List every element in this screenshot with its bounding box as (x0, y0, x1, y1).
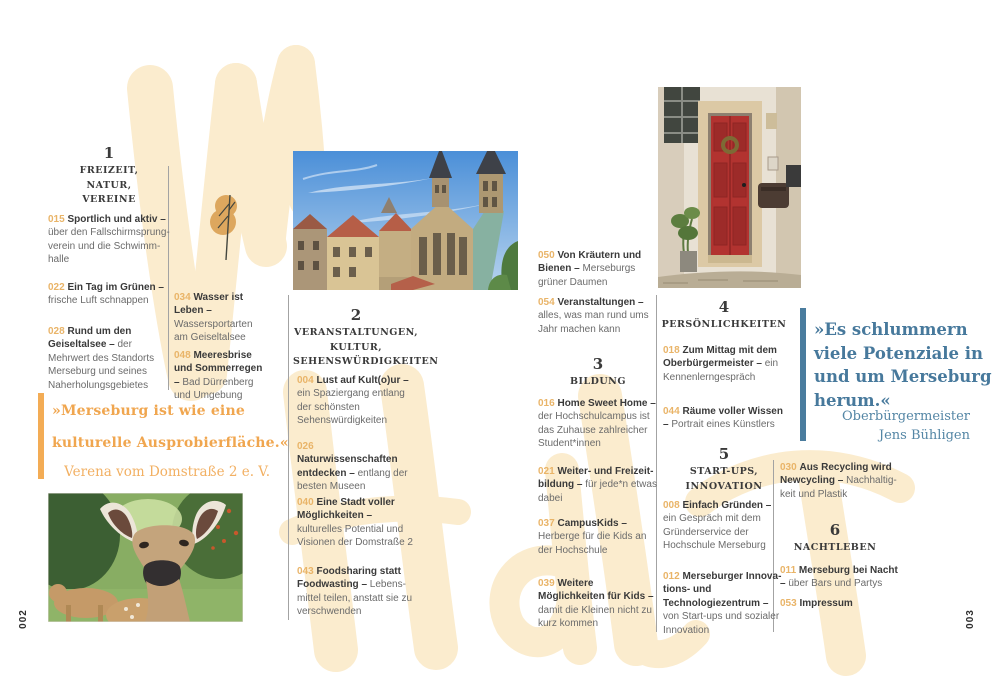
entry-title: Räume voller Wissen – (663, 406, 783, 431)
toc-entry-021 (538, 465, 658, 505)
toc-entry-004 (297, 374, 415, 428)
toc-entry-018 (663, 344, 787, 384)
quote-text-line: kulturelle Ausprobierfläche.« (52, 435, 289, 451)
section-4-header: 4 PERSÖNLICHKEITEN (661, 298, 787, 330)
entry-title: Weitere Möglichkeiten für Kids – (538, 578, 654, 603)
entry-number: 004 (297, 375, 314, 386)
entry-number: 018 (663, 345, 680, 356)
section-number: 2 (350, 306, 362, 324)
entry-number: 034 (174, 292, 191, 303)
entry-desc: der Hochschulcampus ist das Zuhause zahlreicher Student*innen (538, 411, 650, 450)
entry-number: 011 (780, 565, 797, 576)
entry-number: 008 (663, 500, 680, 511)
entry-number: 016 (538, 398, 555, 409)
entry-desc: über Bars und Partys (788, 578, 883, 590)
entry-desc: ein Gespräch mit dem Gründerservice der Hochschule Merseburg (663, 513, 766, 552)
entry-desc: Nachhaltigkeit und Plastik (780, 475, 897, 500)
entry-title: Naturwissenschaften entdecken – (297, 454, 398, 479)
toc-entry-037 (538, 517, 658, 557)
toc-entry-022 (48, 281, 170, 308)
section-1-header: 1 FREIZEIT, NATUR, VEREINE (48, 145, 170, 208)
entry-desc: der Mehrwert des Standorts Merseburg und seines Naherholungsgebietes (48, 339, 155, 391)
toc-entry-053 (780, 597, 902, 610)
section-number: 4 (718, 298, 730, 316)
entry-title: Aus Recycling wird Newcycling – (780, 462, 892, 487)
column-divider (288, 295, 289, 620)
entry-number: 028 (48, 326, 65, 337)
toc-entry-016 (538, 397, 658, 451)
page-number-left: 002 (18, 609, 29, 629)
toc-entry-050 (538, 249, 658, 289)
entry-title: Meeresbrise und Sommerregen – (174, 350, 263, 388)
toc-entry-048 (174, 349, 268, 403)
entry-desc: frische Luft schnappen (48, 295, 149, 307)
entry-desc: kulturelles Potential und Visionen der Domstraße 2 (297, 523, 413, 549)
entry-number: 015 (48, 214, 65, 225)
entry-number: 026 (297, 441, 314, 452)
entry-desc: Bad Dürrenberg und Umgebung (174, 376, 254, 402)
toc-entry-054 (538, 296, 658, 336)
entry-number: 039 (538, 578, 555, 589)
entry-desc: ein Spaziergang entlang der schönsten Sehenswürdigkeiten (297, 388, 405, 427)
toc-entry-015 (48, 213, 170, 267)
entry-title: Merseburg bei Nacht – (780, 565, 898, 590)
toc-entry-034 (174, 291, 268, 345)
entry-number: 030 (780, 462, 797, 473)
entry-number: 048 (174, 350, 191, 361)
entry-number: 044 (663, 406, 680, 417)
entry-desc: über den Fallschirmsprungverein und die Schwimmhalle (48, 227, 170, 266)
entry-desc: alles, was man rund ums Jahr machen kann (538, 310, 649, 335)
page-number-right: 003 (965, 609, 976, 629)
toc-entry-044 (663, 405, 787, 432)
section-2-header: 2 VERANSTALTUNGEN, KULTUR, SEHENSWÜRDIGKEITEN (293, 306, 439, 367)
entry-title: Wasser ist Leben – (174, 292, 244, 317)
quote-attribution: Verena vom Domstraße 2 e. V. (64, 464, 270, 480)
entry-number: 043 (297, 566, 314, 577)
toc-entry-040 (297, 496, 415, 550)
section-6-header: 6 NACHTLEBEN (780, 522, 890, 556)
quote-attribution: Oberbürgermeister Jens Bühligen (841, 409, 970, 443)
entry-desc: Lebensmittel teilen, anstatt sie zu verschwenden (297, 579, 413, 618)
entry-number: 037 (538, 518, 555, 529)
toc-entry-043 (297, 565, 415, 619)
toc-entry-028 (48, 325, 170, 392)
photo-cathedral (293, 151, 518, 290)
entry-title: Zum Mittag mit dem Oberbürgermeister – (663, 345, 777, 370)
entry-title: Ein Tag im Grünen – (67, 282, 164, 293)
photo-deer (48, 493, 243, 622)
entry-desc: Herberge für die Kids an der Hochschule (538, 531, 647, 556)
section-3-header: 3 BILDUNG (538, 356, 658, 390)
entry-title: Merseburger Innovations- und Technologiezentrum – (663, 571, 782, 609)
entry-desc: ein Kennenlerngespräch (663, 358, 779, 383)
entry-desc: für jede*n etwas dabei (538, 479, 657, 504)
entry-title: Sportlich und aktiv – (67, 214, 166, 225)
toc-entry-030 (780, 461, 902, 501)
toc-entry-026 (297, 440, 415, 494)
entry-title: Eine Stadt voller Möglichkeiten – (297, 497, 395, 522)
entry-number: 040 (297, 497, 314, 508)
entry-desc: Merseburgs grüner Daumen (538, 263, 636, 288)
entry-title: Foodsharing statt Foodwasting – (297, 566, 401, 591)
toc-entry-011 (780, 564, 902, 591)
entry-number: 053 (780, 598, 797, 609)
entry-title: Impressum (799, 598, 853, 609)
entry-title: Von Kräutern und Bienen – (538, 250, 642, 275)
toc-entry-008 (663, 499, 787, 553)
section-5-header: 5 START-UPS, INNOVATION (663, 446, 785, 494)
entry-desc: damit die Kleinen nicht zu kurz kommen (538, 604, 652, 630)
entry-desc: Wassersportarten am Geiseltalsee (174, 318, 253, 344)
photo-red-door (658, 87, 801, 288)
section-number: 3 (592, 355, 604, 373)
quote-accent-bar (800, 308, 806, 441)
entry-number: 022 (48, 282, 65, 293)
entry-title: Veranstaltungen – (557, 297, 644, 308)
section-number: 6 (829, 521, 841, 539)
toc-entry-012 (663, 570, 787, 637)
entry-title: Weiter- und Freizeitbildung – (538, 466, 654, 491)
entry-title: Lust auf Kult(o)ur – (316, 375, 409, 386)
entry-desc: Portrait eines Künstlers (671, 419, 775, 431)
section-number: 5 (718, 445, 730, 463)
entry-title: Rund um den Geiseltalsee – (48, 326, 132, 351)
entry-title: Einfach Gründen – (682, 500, 772, 511)
entry-number: 050 (538, 250, 555, 261)
entry-desc: von Start-ups und sozialer Innovation (663, 611, 780, 636)
entry-number: 012 (663, 571, 680, 582)
toc-entry-039 (538, 577, 658, 631)
entry-title: Home Sweet Home – (557, 398, 656, 409)
entry-number: 021 (538, 466, 555, 477)
entry-desc: entlang der besten Museen (297, 467, 408, 493)
quote-text: »Es schlummern viele Potenziale in und um Merseburg herum.« (814, 320, 992, 410)
quote-text-line: »Merseburg ist wie eine (52, 403, 245, 419)
section-number: 1 (103, 144, 115, 162)
tree-icon (206, 192, 250, 267)
entry-number: 054 (538, 297, 555, 308)
entry-title: CampusKids – (557, 518, 627, 529)
